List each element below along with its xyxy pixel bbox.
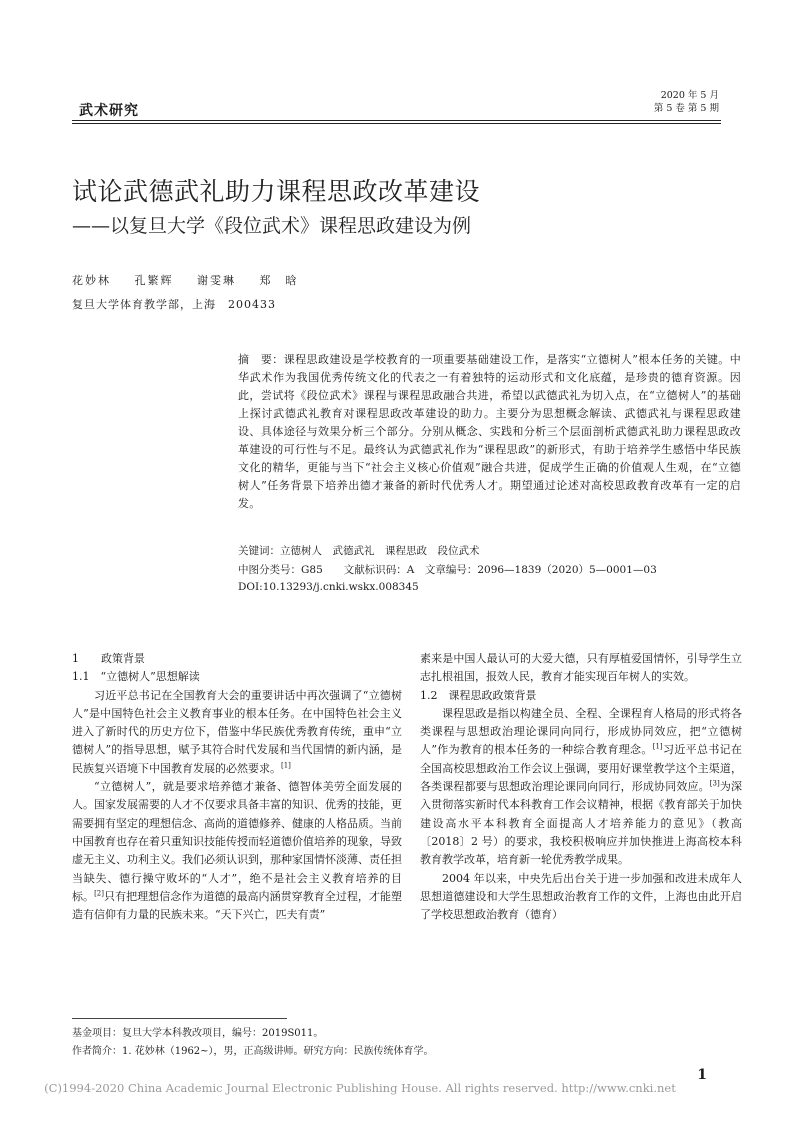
author-bio: 作者简介：1. 花妙林（1962~），男，正高级讲师。研究方向：民族传统体育学。 bbox=[72, 1046, 434, 1057]
citation: [1] bbox=[652, 742, 663, 751]
author-name: 郑 晗 bbox=[259, 274, 299, 287]
paragraph-text: 只有把理想信念作为道德的最高内涵贯穿教育全过程，才能塑造有信仰有力量的民族未来。“天下兴亡，匹夫有责” bbox=[72, 889, 403, 922]
body-paragraph bbox=[72, 687, 402, 778]
paragraph-text: 为深入贯彻落实新时代本科教育工作会议精神，根据《教育部关于加快建设高水平本科教育全面提高人才培养能力的意见》（教高〔2018〕2 号）的要求，我校积极响应并加快推进上海高校本科教育教学改革，培育新一轮优秀教学成果。 bbox=[420, 780, 743, 867]
header-rule-thin bbox=[72, 123, 721, 124]
body-paragraph: 2004 年以来，中央先后出台关于进一步加强和改进未成年人思想道德建设和大学生思想政治教育工作的文件，上海也由此开启了学校思想政治教育（德育） bbox=[420, 871, 742, 922]
funding-note: 基金项目：复旦大学本科教改项目，编号：2019S011。 bbox=[72, 1028, 324, 1039]
paper-subtitle: ——以复旦大学《段位武术》课程思政建设为例 bbox=[72, 215, 472, 237]
subsection-heading: 1.1 “立德树人”思想解读 bbox=[72, 670, 200, 684]
paragraph-text: 习近平总书记在全国高校思想政治工作会议上强调，要用好课堂教学这个主渠道，各类课程都要与思想政治理论课同向同行，形成协同效应。 bbox=[420, 743, 743, 794]
body-paragraph: 素来是中国人最认可的大爱大德，只有厚植爱国情怀，引导学生立志扎根祖国，报效人民，教育才能实现百年树人的实效。 bbox=[420, 652, 742, 684]
right-column bbox=[420, 650, 742, 924]
body-paragraph bbox=[420, 705, 742, 870]
body-paragraph bbox=[72, 778, 402, 924]
author-list bbox=[72, 272, 317, 288]
paper-title: 试论武德武礼助力课程思政改革建设 bbox=[72, 177, 481, 206]
section-heading: 1 政策背景 bbox=[72, 652, 145, 665]
abstract-label: 摘 要： bbox=[238, 353, 284, 366]
left-column bbox=[72, 650, 402, 924]
issue-date: 2020 年 5 月 bbox=[660, 90, 719, 101]
footnote-rule bbox=[72, 1018, 287, 1019]
paragraph-text: “立德树人”，就是要求培养德才兼备、德智体美劳全面发展的人。国家发展需要的人才不仅要求具备丰富的知识、优秀的技能，更需要拥有坚定的理想信念、高尚的道德修养、健康的人格品质。当前中国教育也存在着只重知识技能传授而轻道德价值培养的现象，导致虚无主义、功利主义。我们必须认识到，那种家国情怀淡薄、责任担当缺失、德行操守败坏的“人才”，绝不是社会主义教育培养的目标。 bbox=[72, 780, 402, 903]
header-rule bbox=[72, 120, 721, 121]
abstract-text: 课程思政建设是学校教育的一项重要基础建设工作，是落实“立德树人”根本任务的关键。中华武术作为我国优秀传统文化的代表之一有着独特的运动形式和文化底蕴，是珍贵的德育资源。因此，尝试将《段位武术》课程与课程思政融合共进，希望以武德武礼为切入点，在“立德树人”的基础上探讨武德武礼教育对课程思政改革建设的助力。主要分为思想概念解读、武德武礼与课程思政建设、具体途径与效果分析三个部分。分别从概念、实践和分析三个层面剖析武德武礼助力课程思政改革建设的可行性与不足。最终认为武德武礼作为“课程思政”的新形式，有助于培养学生感悟中华民族文化的精华，更能与当下“社会主义核心价值观”融合共进，促成学生正确的价值观人生观，在“立德树人”任务背景下培养出德才兼备的新时代优秀人才。期望通过论述对高校思政教育改革有一定的启发。 bbox=[238, 353, 742, 510]
doi: DOI:10.13293/j.cnki.wskx.008345 bbox=[238, 581, 419, 593]
issue-volume: 第 5 卷 第 5 期 bbox=[653, 103, 719, 114]
journal-name: 武术研究 bbox=[79, 103, 139, 119]
citation: [2] bbox=[94, 889, 104, 898]
abstract bbox=[238, 351, 741, 513]
affiliation: 复旦大学体育教学部，上海 200433 bbox=[72, 298, 276, 311]
author-name: 孔繁辉 bbox=[134, 274, 174, 287]
citation: [1] bbox=[281, 761, 291, 770]
paragraph-text: 习近平总书记在全国教育大会的重要讲话中再次强调了“立德树人”是中国特色社会主义教育事业的根本任务。在中国特色社会主义进入了新时代的历史方位下，借鉴中华民族优秀教育传统，重申“立德树人”的指导思想，赋予其符合时代发展和当代国情的新内涵，是民族复兴语境下中国教育发展的必然要求。 bbox=[72, 688, 402, 775]
citation: [3] bbox=[709, 779, 720, 788]
author-name: 花妙林 bbox=[72, 274, 111, 287]
paragraph-text: 课程思政是指以构建全员、全程、全课程育人格局的形式将各类课程与思想政治理论课同向同行，形成协同效应，把“立德树人”作为教育的根本任务的一种综合教育理念。 bbox=[420, 706, 742, 757]
author-name: 谢雯琳 bbox=[197, 274, 236, 287]
page-number: 1 bbox=[697, 1067, 707, 1083]
keywords: 关键词：立德树人 武德武礼 课程思政 段位武术 bbox=[238, 545, 480, 557]
subsection-heading: 1.2 课程思政政策背景 bbox=[420, 688, 537, 702]
copyright-watermark: (C)1994-2020 China Academic Journal Electronic Publishing House. All rights reserved. http://www.cnki.net bbox=[44, 1081, 676, 1095]
classification: 中图分类号：G85 文献标识码：A 文章编号：2096—1839（2020）5—0001—03 bbox=[238, 564, 657, 576]
